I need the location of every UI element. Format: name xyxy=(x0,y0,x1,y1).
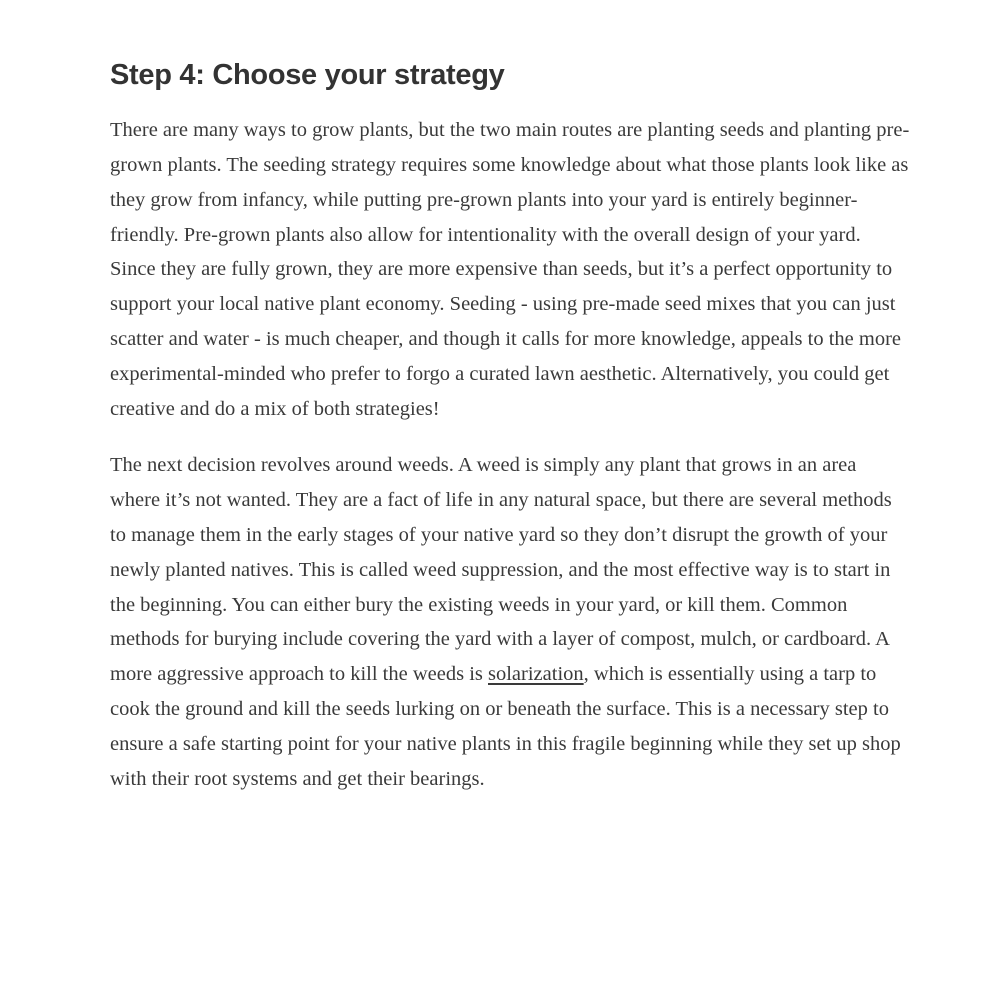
paragraph-weeds-text-end: , which is essentially using a tarp to cook the ground and kill the seeds lurking on or beneath the surface. This is a necessary step to ensure a safe starting point for your native plants in this fragile beginning while they set up shop with their root systems and get their bearings. xyxy=(110,663,901,791)
solarization-link[interactable]: solarization xyxy=(488,663,584,686)
paragraph-strategy-text: There are many ways to grow plants, but the two main routes are planting seeds and planting pre-grown plants. The seeding strategy requires some knowledge about what those plants look like as they grow from infancy, while putting pre-grown plants into your yard is entirely beginner-friendly. Pre-grown plants also allow for intentionality with the overall design of your yard. Since they are fully grown, they are more expensive than seeds, but it’s a perfect opportunity to support your local native plant economy. Seeding - using pre-made seed mixes that you can just scatter and water - is much cheaper, and though it calls for more knowledge, appeals to the more experimental-minded who prefer to forgo a curated lawn aesthetic. Alternatively, you could get creative and do a mix of both strategies! xyxy=(110,118,910,421)
article-section xyxy=(110,58,910,818)
paragraph-weeds-text-start: The next decision revolves around weeds. A weed is simply any plant that grows in an area where it’s not wanted. They are a fact of life in any natural space, but there are several methods to manage them in the early stages of your native yard so they don’t disrupt the growth of your newly planted natives. This is called weed suppression, and the most effective way is to start in the beginning. You can either bury the existing weeds in your yard, or kill them. Common methods for burying include covering the yard with a layer of compost, mulch, or cardboard. A more aggressive approach to kill the weeds is xyxy=(110,453,892,686)
paragraph-strategy xyxy=(110,113,910,427)
paragraph-weeds xyxy=(110,448,910,797)
section-heading: Step 4: Choose your strategy xyxy=(110,59,505,91)
